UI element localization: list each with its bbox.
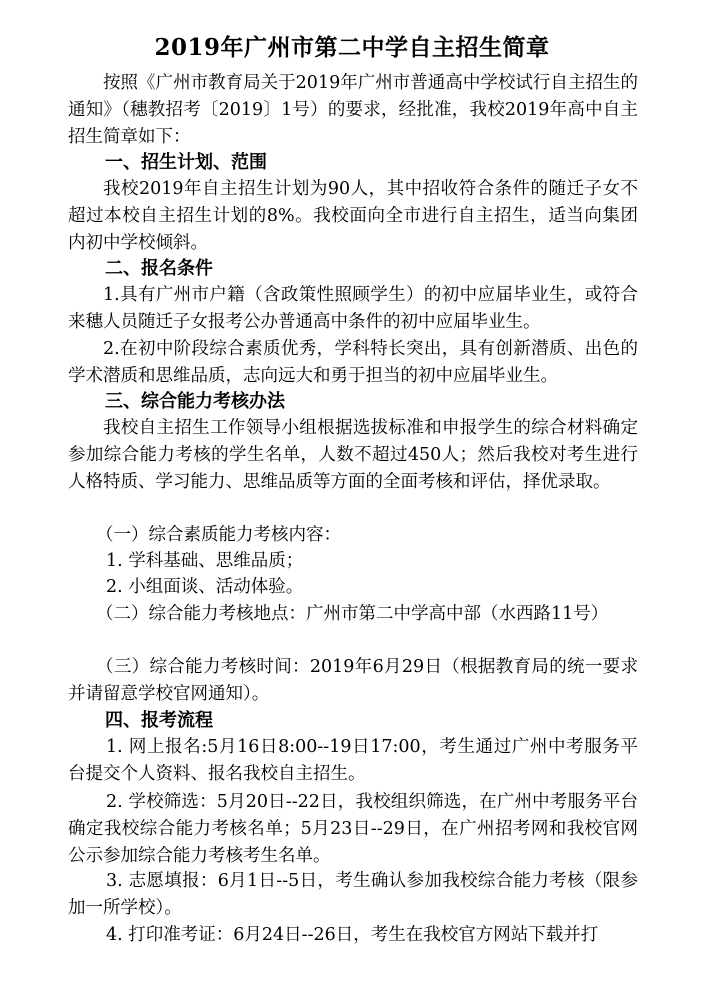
assessment-paragraph: 我校自主招生工作领导小组根据选拔标准和申报学生的综合材料确定参加综合能力考核的学生名单，人数不超过450人；然后我校对考生进行人格特质、学习能力、思维品质等方面的全面考核和评估，择优录取。 — [68, 418, 638, 492]
section-heading-assessment: 三、综合能力考核办法 — [105, 391, 285, 412]
assessment-time: （三）综合能力考核时间：2019年6月29日（根据教育局的统一要求并请留意学校官网通知）。 — [68, 657, 638, 704]
process-step-2: 2. 学校筛选：5月20日--22日，我校组织筛选，在广州中考服务平台确定我校综合能力考核名单；5月23日--29日，在广州招考网和我校官网公示参加综合能力考核考生名单。 — [68, 792, 638, 866]
process-step-3: 3. 志愿填报：6月1日--5日，考生确认参加我校综合能力考核（限参加一所学校）。 — [68, 871, 638, 918]
condition-item-2: 2.在初中阶段综合素质优秀，学科特长突出，具有创新潜质、出色的学术潜质和思维品质，志向远大和勇于担当的初中应届毕业生。 — [68, 339, 638, 386]
assessment-location: （二）综合能力考核地点：广州市第二中学高中部（水西路11号） — [96, 604, 609, 624]
process-step-1: 1. 网上报名:5月16日8:00--19日17:00，考生通过广州中考服务平台提交个人资料、报名我校自主招生。 — [68, 737, 638, 784]
condition-item-1: 1.具有广州市户籍（含政策性照顾学生）的初中应届毕业生，或符合来穗人员随迁子女报考公办普通高中条件的初中应届毕业生。 — [68, 285, 638, 332]
section-heading-plan: 一、招生计划、范围 — [105, 152, 267, 173]
assessment-content-heading: （一）综合素质能力考核内容： — [96, 525, 341, 545]
process-step-4: 4. 打印准考证：6月24日--26日，考生在我校官方网站下载并打 — [106, 925, 599, 945]
intro-paragraph: 按照《广州市教育局关于2019年广州市普通高中学校试行自主招生的通知》（穗教招考〔2019〕1号）的要求，经批准，我校2019年高中自主招生简章如下： — [68, 73, 638, 147]
assessment-content-item-1: 1. 学科基础、思维品质； — [106, 551, 304, 571]
section-heading-conditions: 二、报名条件 — [105, 258, 213, 279]
assessment-content-item-2: 2. 小组面谈、活动体验。 — [106, 577, 304, 597]
page-title: 2019年广州市第二中学自主招生简章 — [154, 34, 550, 61]
plan-paragraph: 我校2019年自主招生计划为90人，其中招收符合条件的随迁子女不超过本校自主招生计划的8%。我校面向全市进行自主招生，适当向集团内初中学校倾斜。 — [68, 179, 638, 253]
section-heading-process: 四、报考流程 — [105, 710, 213, 731]
